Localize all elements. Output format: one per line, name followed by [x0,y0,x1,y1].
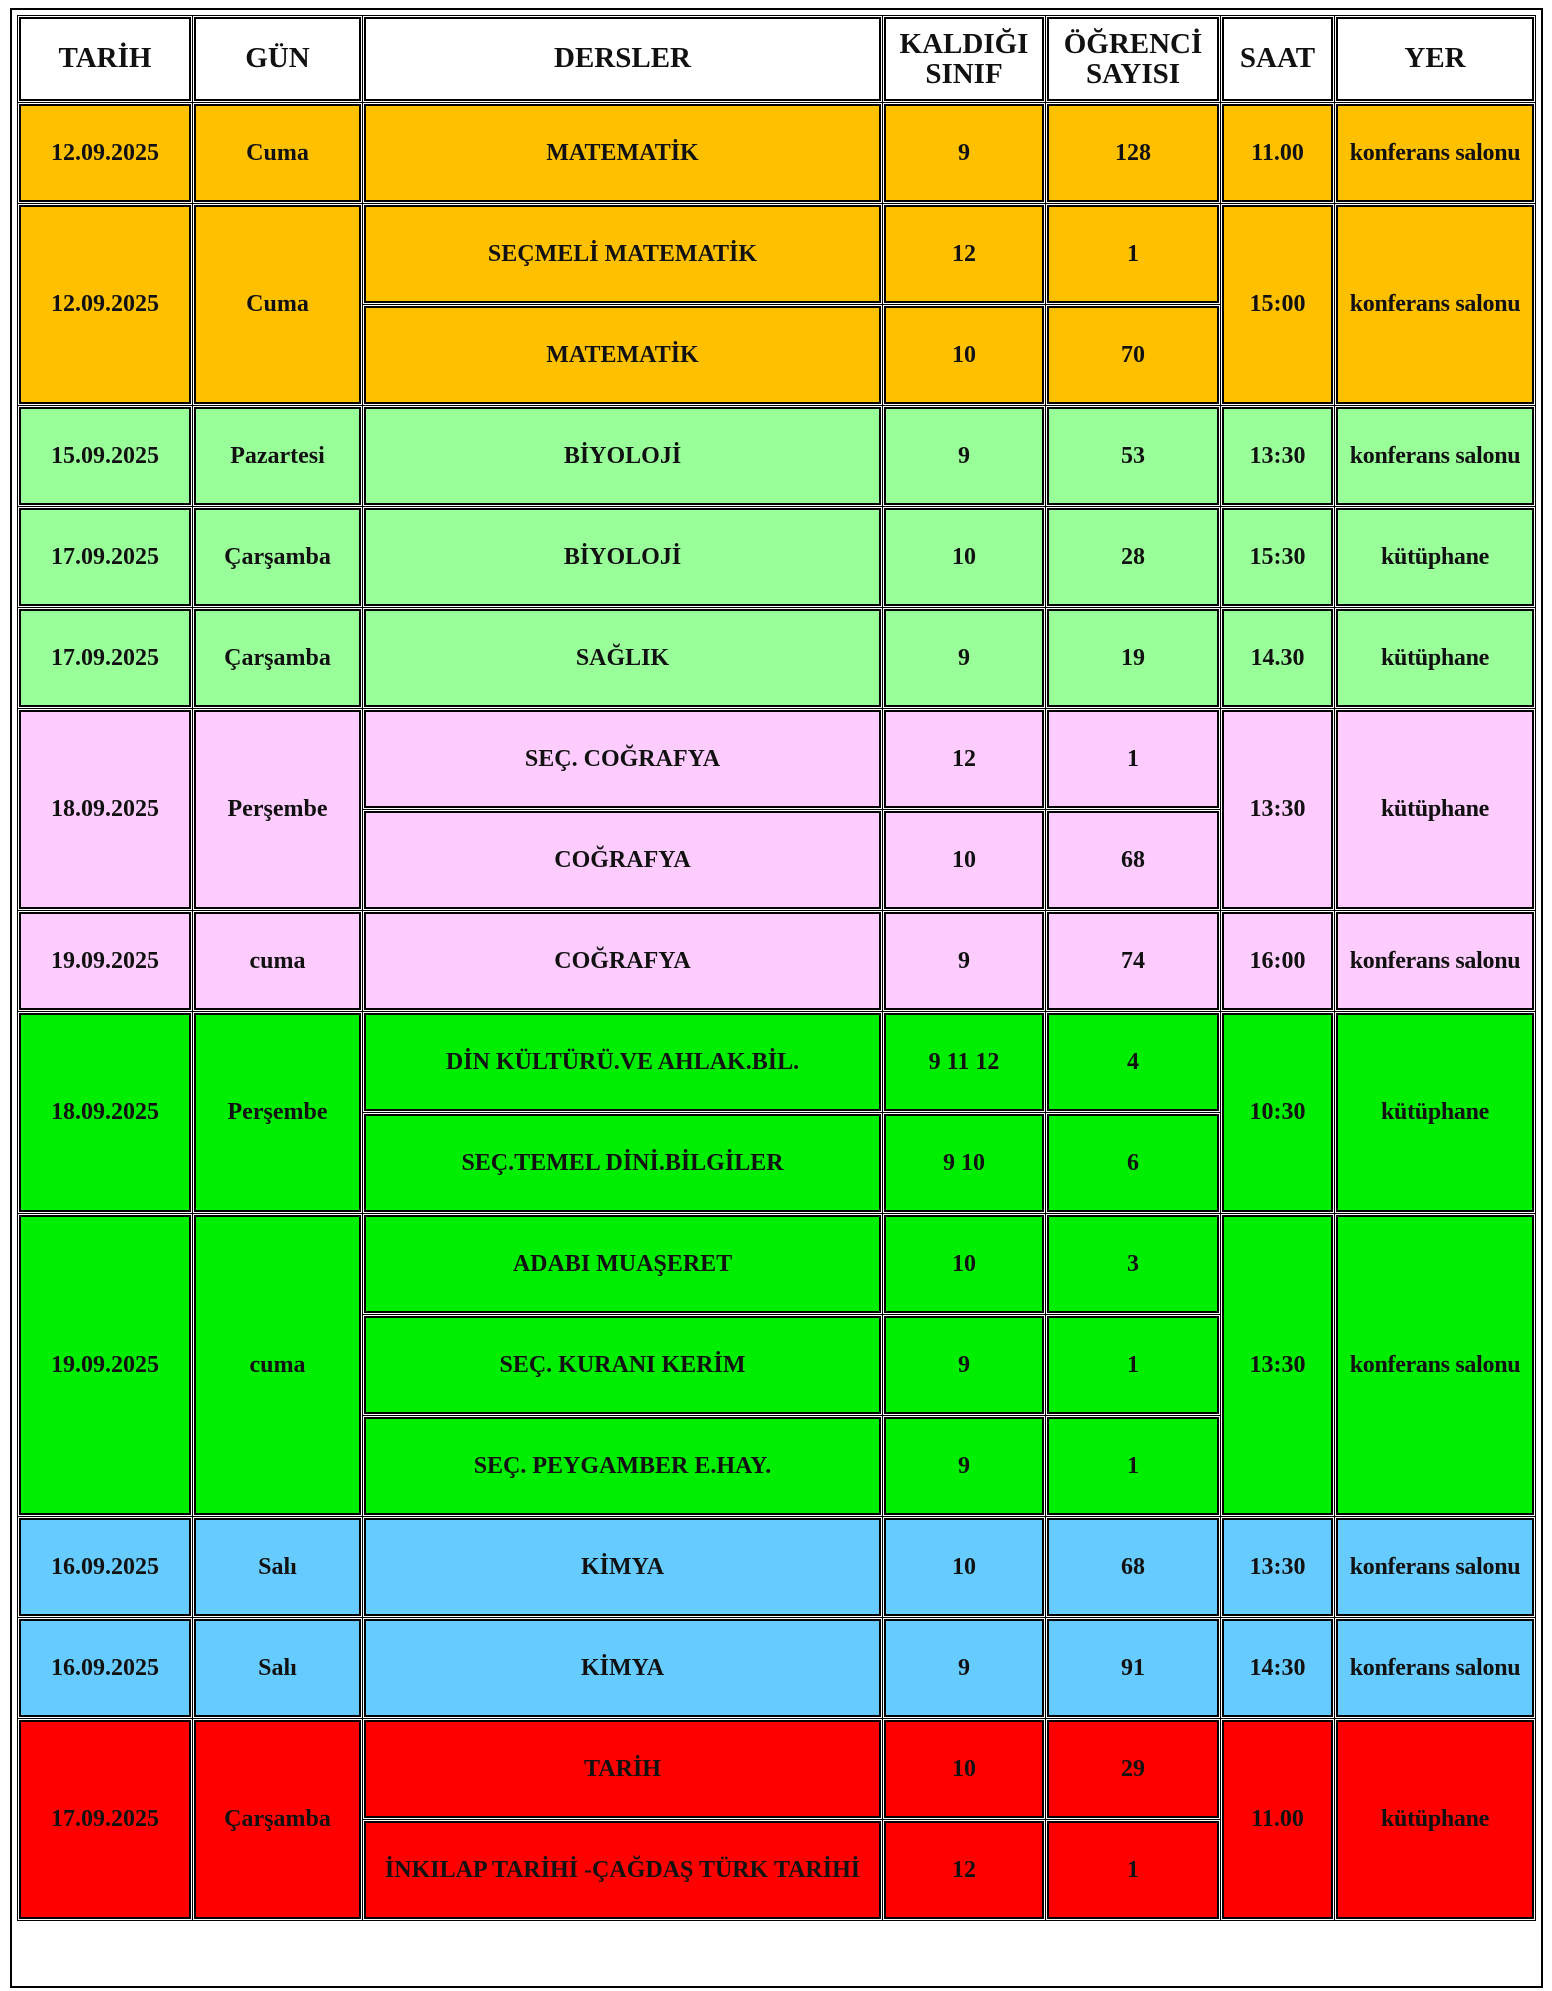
tarih-cell: 12.09.2025 [19,205,191,404]
table-row [19,912,1534,1010]
tarih-cell: 19.09.2025 [19,912,191,1010]
saat-cell: 16:00 [1222,912,1333,1010]
sinif-cell: 9 [884,104,1044,202]
sinif-cell: 9 10 [884,1114,1044,1212]
header-kaldigi-line2: SINIF [925,58,1003,90]
ders-cell: COĞRAFYA [364,912,881,1010]
sayi-cell: 3 [1047,1215,1219,1313]
sayi-cell: 1 [1047,1316,1219,1414]
exam-schedule-table [16,14,1537,1922]
sinif-cell: 10 [884,1215,1044,1313]
ders-cell: SEÇ. KURANI KERİM [364,1316,881,1414]
yer-cell: konferans salonu [1336,1619,1534,1717]
sayi-cell: 1 [1047,710,1219,808]
tarih-cell: 18.09.2025 [19,710,191,909]
gun-cell: cuma [194,912,361,1010]
sayi-cell: 68 [1047,1518,1219,1616]
table-row [19,104,1534,202]
header-ogrenci-sayisi [1047,17,1219,101]
yer-cell: kütüphane [1336,710,1534,909]
schedule-sheet [10,8,1543,1988]
yer-cell: konferans salonu [1336,1215,1534,1515]
yer-cell: kütüphane [1336,609,1534,707]
header-yer: YER [1336,17,1534,101]
sayi-cell: 28 [1047,508,1219,606]
tarih-cell: 17.09.2025 [19,609,191,707]
header-kaldigi-line1: KALDIĞI [899,27,1029,60]
header-ogrenci-line1: ÖĞRENCİ [1063,27,1203,60]
sinif-cell: 10 [884,811,1044,909]
sinif-cell: 9 [884,407,1044,505]
sayi-cell: 1 [1047,1821,1219,1919]
sinif-cell: 10 [884,1518,1044,1616]
gun-cell: cuma [194,1215,361,1515]
gun-cell: Cuma [194,205,361,404]
sinif-cell: 9 [884,609,1044,707]
sayi-cell: 68 [1047,811,1219,909]
ders-cell: KİMYA [364,1518,881,1616]
gun-cell: Perşembe [194,710,361,909]
yer-cell: kütüphane [1336,1013,1534,1212]
ders-cell: ADABI MUAŞERET [364,1215,881,1313]
ders-cell: KİMYA [364,1619,881,1717]
sinif-cell: 9 [884,912,1044,1010]
gun-cell: Çarşamba [194,1720,361,1919]
header-tarih: TARİH [19,17,191,101]
ders-cell: SEÇ.TEMEL DİNİ.BİLGİLER [364,1114,881,1212]
sinif-cell: 10 [884,306,1044,404]
saat-cell: 14:30 [1222,1619,1333,1717]
sayi-cell: 19 [1047,609,1219,707]
sayi-cell: 53 [1047,407,1219,505]
sayi-cell: 91 [1047,1619,1219,1717]
ders-cell: SAĞLIK [364,609,881,707]
ders-cell: BİYOLOJİ [364,508,881,606]
sinif-cell: 12 [884,205,1044,303]
sayi-cell: 6 [1047,1114,1219,1212]
ders-cell: SEÇ. PEYGAMBER E.HAY. [364,1417,881,1515]
sinif-cell: 12 [884,1821,1044,1919]
table-row [19,205,1534,303]
yer-cell: kütüphane [1336,1720,1534,1919]
yer-cell: konferans salonu [1336,912,1534,1010]
table-row [19,1518,1534,1616]
sayi-cell: 1 [1047,1417,1219,1515]
saat-cell: 15:00 [1222,205,1333,404]
gun-cell: Pazartesi [194,407,361,505]
header-saat: SAAT [1222,17,1333,101]
tarih-cell: 16.09.2025 [19,1619,191,1717]
table-row [19,609,1534,707]
yer-cell: konferans salonu [1336,205,1534,404]
tarih-cell: 16.09.2025 [19,1518,191,1616]
table-row [19,1215,1534,1313]
ders-cell: SEÇMELİ MATEMATİK [364,205,881,303]
ders-cell: BİYOLOJİ [364,407,881,505]
ders-cell: İNKILAP TARİHİ -ÇAĞDAŞ TÜRK TARİHİ [364,1821,881,1919]
saat-cell: 13:30 [1222,1215,1333,1515]
gun-cell: Cuma [194,104,361,202]
tarih-cell: 17.09.2025 [19,1720,191,1919]
gun-cell: Salı [194,1619,361,1717]
ders-cell: MATEMATİK [364,306,881,404]
tarih-cell: 18.09.2025 [19,1013,191,1212]
sinif-cell: 9 [884,1619,1044,1717]
table-row [19,407,1534,505]
ders-cell: TARİH [364,1720,881,1818]
ders-cell: DİN KÜLTÜRÜ.VE AHLAK.BİL. [364,1013,881,1111]
sinif-cell: 10 [884,508,1044,606]
sayi-cell: 70 [1047,306,1219,404]
saat-cell: 11.00 [1222,104,1333,202]
gun-cell: Perşembe [194,1013,361,1212]
gun-cell: Salı [194,1518,361,1616]
sinif-cell: 9 11 12 [884,1013,1044,1111]
ders-cell: COĞRAFYA [364,811,881,909]
yer-cell: kütüphane [1336,508,1534,606]
saat-cell: 11.00 [1222,1720,1333,1919]
saat-cell: 13:30 [1222,710,1333,909]
yer-cell: konferans salonu [1336,407,1534,505]
header-gun: GÜN [194,17,361,101]
tarih-cell: 19.09.2025 [19,1215,191,1515]
table-row [19,1013,1534,1111]
saat-cell: 14.30 [1222,609,1333,707]
saat-cell: 10:30 [1222,1013,1333,1212]
gun-cell: Çarşamba [194,609,361,707]
sinif-cell: 10 [884,1720,1044,1818]
header-dersler: DERSLER [364,17,881,101]
saat-cell: 13:30 [1222,407,1333,505]
yer-cell: konferans salonu [1336,1518,1534,1616]
sinif-cell: 12 [884,710,1044,808]
header-row [19,17,1534,101]
ders-cell: SEÇ. COĞRAFYA [364,710,881,808]
table-row [19,1619,1534,1717]
tarih-cell: 12.09.2025 [19,104,191,202]
sinif-cell: 9 [884,1417,1044,1515]
sayi-cell: 128 [1047,104,1219,202]
sayi-cell: 29 [1047,1720,1219,1818]
tarih-cell: 15.09.2025 [19,407,191,505]
header-ogrenci-line2: SAYISI [1085,58,1181,90]
table-row [19,710,1534,808]
yer-cell: konferans salonu [1336,104,1534,202]
saat-cell: 15:30 [1222,508,1333,606]
sayi-cell: 1 [1047,205,1219,303]
header-kaldigi-sinif [884,17,1044,101]
sinif-cell: 9 [884,1316,1044,1414]
sayi-cell: 4 [1047,1013,1219,1111]
ders-cell: MATEMATİK [364,104,881,202]
table-row [19,1720,1534,1818]
tarih-cell: 17.09.2025 [19,508,191,606]
sayi-cell: 74 [1047,912,1219,1010]
saat-cell: 13:30 [1222,1518,1333,1616]
gun-cell: Çarşamba [194,508,361,606]
table-row [19,508,1534,606]
